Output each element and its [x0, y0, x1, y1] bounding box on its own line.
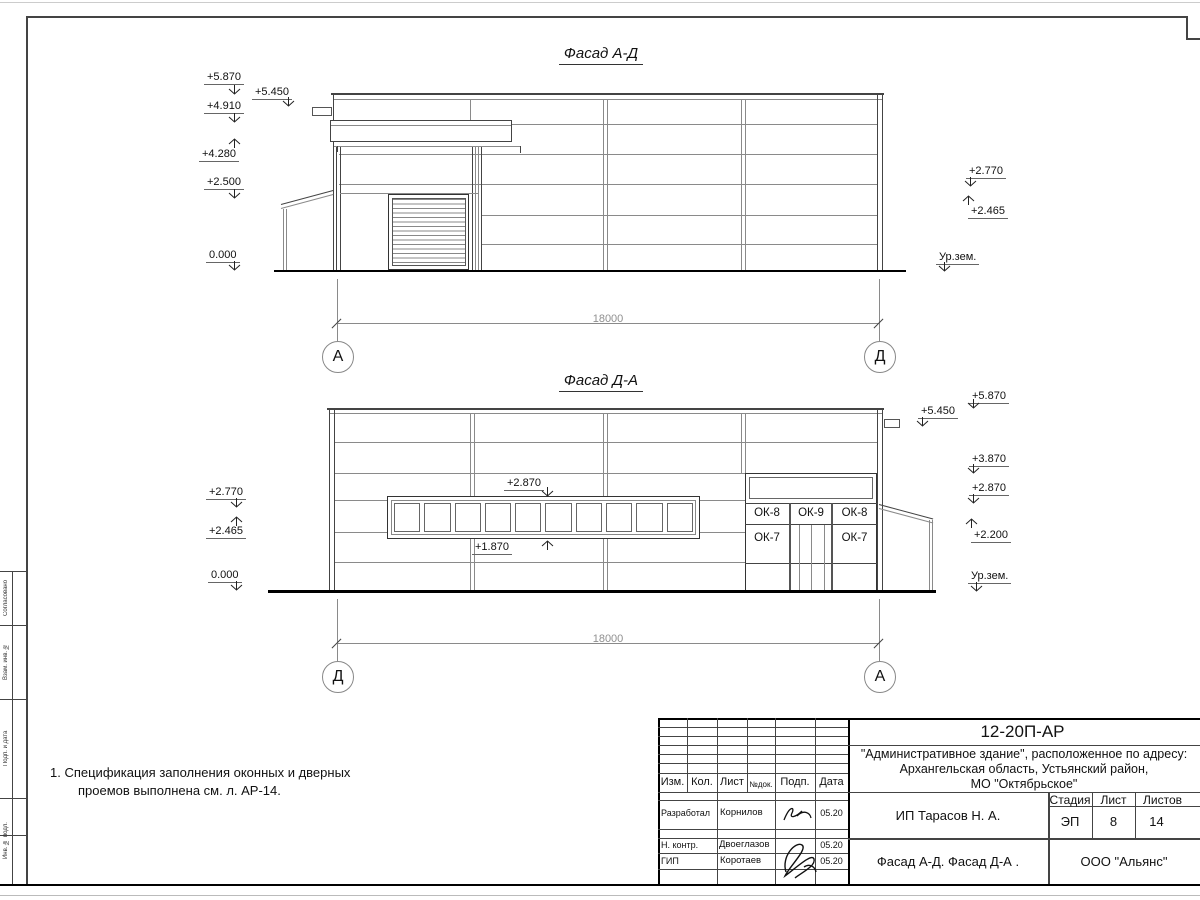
signature-icon	[777, 836, 819, 882]
note-line: 1. Спецификация заполнения оконных и дверных	[50, 765, 351, 780]
role-cell: ГИП	[661, 856, 679, 866]
axis-letter: Д	[332, 668, 344, 685]
elevation-mark: +2.465	[968, 205, 1008, 219]
elevation-mark: +4.910	[204, 100, 244, 114]
ground-level-mark: Ур.зем.	[936, 251, 979, 265]
client-name: ИП Тарасов Н. А.	[895, 808, 1001, 823]
sheet-number: 8	[1109, 814, 1118, 829]
titleblock-line	[658, 745, 848, 746]
date-cell: 05.20	[820, 856, 843, 866]
titleblock-line	[658, 718, 660, 884]
elevation-mark: 0.000	[206, 249, 240, 263]
elevation-mark: +2.465	[206, 525, 246, 539]
elevation-mark: +2.200	[971, 529, 1011, 543]
project-line: МО "Октябрьское"	[970, 777, 1078, 791]
titleblock-line	[658, 736, 848, 737]
date-cell: 05.20	[820, 840, 843, 850]
elevation-mark: +5.870	[969, 390, 1009, 404]
ground-level-mark: Ур.зем.	[968, 570, 1011, 584]
titleblock-line	[775, 718, 776, 884]
titleblock-line	[717, 718, 718, 884]
elevation-mark: 0.000	[208, 569, 242, 583]
name-cell: Корнилов	[720, 807, 763, 818]
titleblock-line	[658, 718, 1200, 720]
col-header: №док.	[749, 780, 773, 789]
window-label: ОК-7	[754, 532, 780, 544]
elevation-mark: +2.870	[969, 482, 1009, 496]
dimension-value: 18000	[592, 633, 624, 645]
axis-letter: Д	[874, 348, 886, 365]
axis-letter: А	[332, 348, 344, 365]
elevation-mark: +2.770	[966, 165, 1006, 179]
col-header: Дата	[819, 776, 844, 788]
role-cell: Н. контр.	[661, 840, 699, 850]
sheet-label: Лист	[1100, 793, 1127, 807]
elevation-mark: +3.870	[969, 453, 1009, 467]
name-cell: Коротаев	[720, 855, 762, 866]
strip-label: Подп. и дата	[3, 730, 9, 767]
sheets-total: 14	[1149, 814, 1164, 829]
titleblock-line	[658, 754, 848, 755]
elevation-mark: +5.450	[918, 405, 958, 419]
stage-value: ЭП	[1060, 814, 1080, 829]
titleblock-line	[658, 800, 848, 801]
note-line: проемов выполнена см. л. АР-14.	[78, 783, 281, 798]
sheets-label: Листов	[1143, 793, 1182, 807]
signature-icon	[780, 801, 814, 827]
facade-da-title: Фасад Д-А	[536, 372, 666, 392]
titleblock-line	[658, 763, 848, 764]
project-line: "Административное здание", расположенное по адресу:	[860, 747, 1188, 761]
elevation-mark: +2.500	[204, 176, 244, 190]
elevation-mark: +4.280	[199, 148, 239, 162]
col-header: Изм.	[660, 776, 685, 788]
window-label: ОК-8	[754, 507, 780, 519]
doc-number: 12-20П-АР	[980, 722, 1065, 741]
role-cell: Разработал	[661, 808, 710, 818]
window-label: ОК-9	[798, 507, 824, 519]
titleblock-line	[658, 853, 848, 854]
company-name: ООО "Альянс"	[1080, 854, 1168, 869]
drawing-title: Фасад А-Д. Фасад Д-А .	[876, 854, 1020, 869]
strip-label: Согласовано	[3, 579, 9, 617]
elevation-mark: +5.450	[252, 86, 292, 100]
elevation-mark: +1.870	[472, 541, 512, 555]
date-cell: 05.20	[820, 808, 843, 818]
strip-label: Взам. инв. №	[3, 643, 9, 681]
titleblock-line	[658, 829, 848, 830]
facade-ad-title: Фасад А-Д	[536, 45, 666, 65]
elevation-mark: +2.770	[206, 486, 246, 500]
elevation-mark: +5.870	[204, 71, 244, 85]
name-cell: Двоеглазов	[719, 839, 770, 850]
col-header: Лист	[720, 776, 744, 788]
col-header: Кол.	[691, 776, 713, 788]
axis-letter: А	[874, 668, 886, 685]
project-line: Архангельская область, Устьянский район,	[899, 762, 1149, 776]
titleblock-line	[848, 838, 1200, 840]
titleblock-line	[658, 727, 848, 728]
window-label: ОК-8	[841, 507, 868, 519]
titleblock-line	[658, 869, 848, 870]
elevation-mark: +2.870	[504, 477, 544, 491]
dimension-value: 18000	[592, 313, 624, 325]
titleblock-line	[658, 773, 848, 774]
titleblock-line	[848, 745, 1200, 746]
titleblock-line	[658, 792, 848, 793]
col-header: Подп.	[780, 776, 810, 788]
strip-label: Инв. № подл.	[3, 822, 9, 860]
stage-label: Стадия	[1049, 793, 1091, 807]
window-label: ОК-7	[841, 532, 868, 544]
